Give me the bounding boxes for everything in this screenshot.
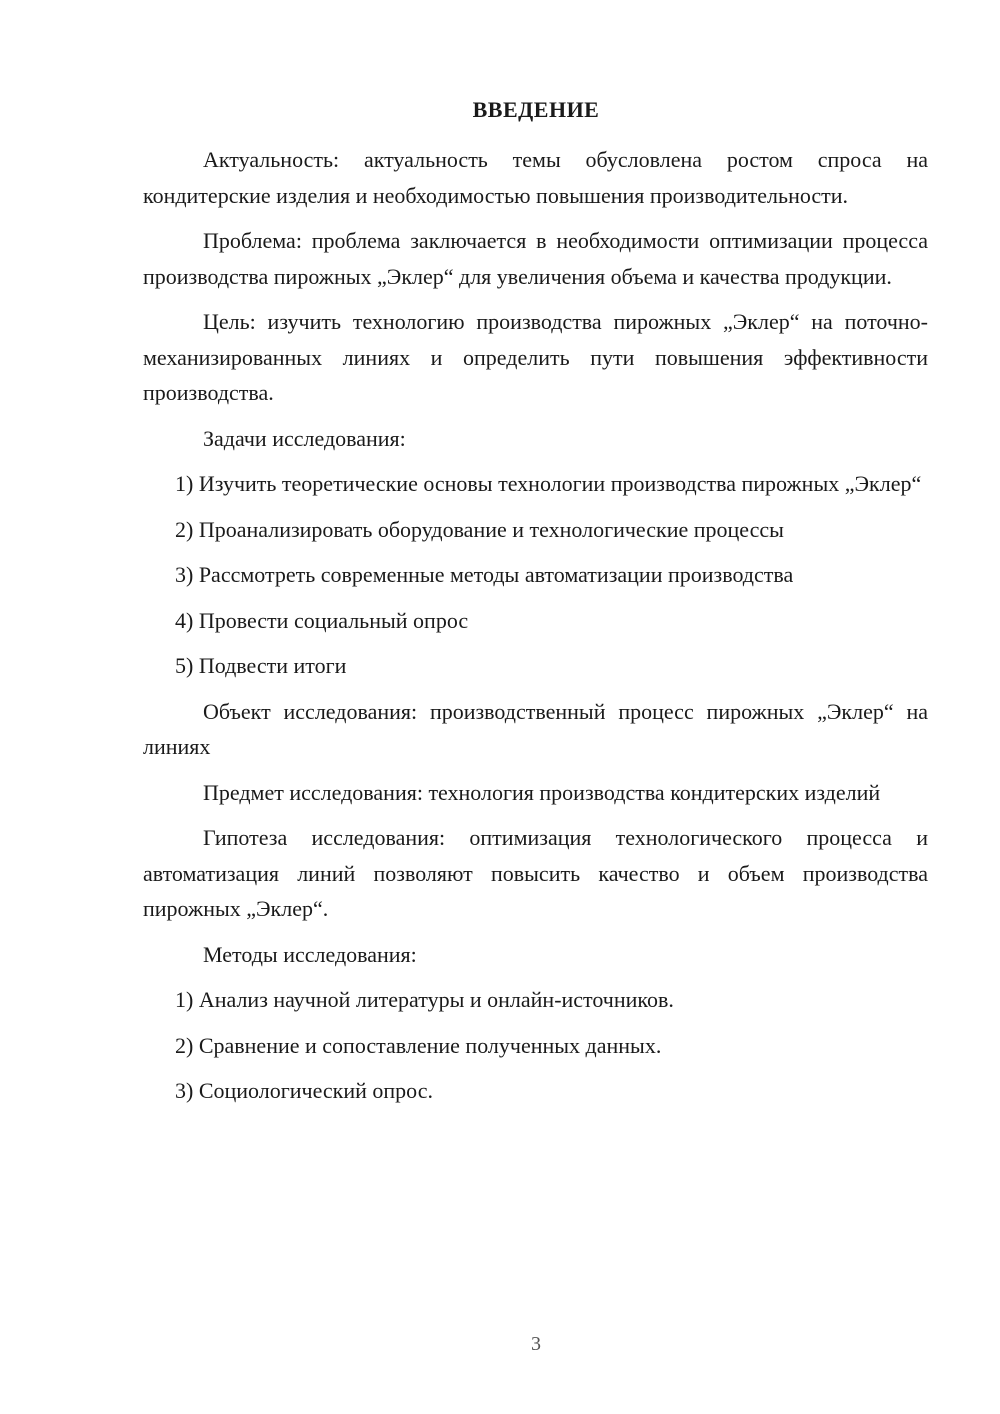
page-number: 3 (531, 1333, 541, 1355)
relevance-paragraph: Актуальность: актуальность темы обусловлена ростом спроса на кондитерские изделия и необходимостью повышения производительности. (143, 147, 928, 208)
tasks-heading: Задачи исследования: (203, 425, 406, 451)
page-title: ВВЕДЕНИЕ (472, 97, 600, 122)
task-item: 2) Проанализировать оборудование и технологические процессы (175, 516, 784, 542)
method-item: 3) Социологический опрос. (175, 1078, 433, 1103)
problem-paragraph: Проблема: проблема заключается в необходимости оптимизации процесса производства пирожных „Эклер“ для увеличения объема и качества продукции. (143, 228, 928, 289)
object-paragraph: Объект исследования: производственный процесс пирожных „Эклер“ на линиях (143, 698, 928, 759)
methods-heading: Методы исследования: (203, 941, 417, 967)
subject-paragraph: Предмет исследования: технология производства кондитерских изделий (203, 779, 881, 805)
task-item: 4) Провести социальный опрос (175, 607, 469, 633)
hypothesis-paragraph: Гипотеза исследования: оптимизация технологического процесса и автоматизация линий позволяют повысить качество и объем производства пирожных „Эклер“. (143, 825, 928, 921)
method-item: 2) Сравнение и сопоставление полученных данных. (175, 1032, 662, 1058)
goal-paragraph: Цель: изучить технологию производства пирожных „Эклер“ на поточно-механизированных линиях и определить пути повышения эффективности производства. (143, 309, 928, 405)
method-item: 1) Анализ научной литературы и онлайн-источников. (175, 987, 674, 1012)
task-item: 5) Подвести итоги (175, 653, 347, 678)
task-item: 3) Рассмотреть современные методы автоматизации производства (175, 562, 794, 587)
document-body (143, 142, 928, 1119)
task-item: 1) Изучить теоретические основы технологии производства пирожных „Эклер“ (175, 471, 922, 496)
